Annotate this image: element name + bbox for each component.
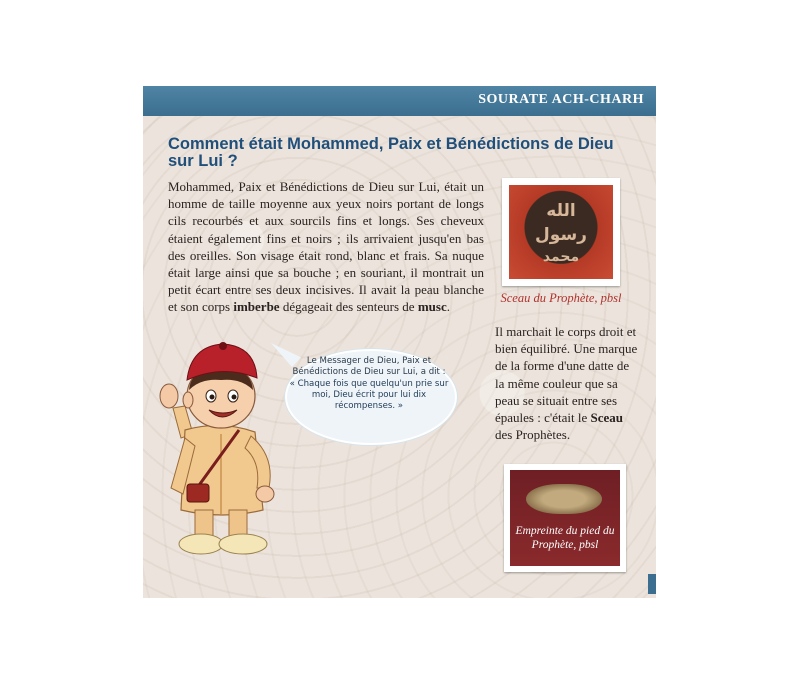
header-bar [143,86,656,116]
seal-photo [509,185,613,279]
footprint-photo [510,470,620,566]
chapter-title: SOURATE ACH-CHARH [478,92,644,107]
page-corner-tab [648,574,656,594]
footprint-photo-frame [504,464,626,572]
body-mid: dégageait des senteurs de [279,299,418,315]
seal-inscription-line: الله [546,201,576,221]
body-end: . [446,299,450,315]
body-bold-musc: musc [417,299,447,315]
side-text-part1: Il marchait le corps droit et bien équilibré. Une marque de la forme d'une datte de la même couleur que sa peau se situait entre ses épaules : c'était le [495,324,638,426]
seal-caption: Sceau du Prophète, pbsl [500,291,622,305]
body-intro: Mohammed, Paix et Bénédictions de Dieu sur Lui, était un homme de taille moyenne aux yeux noirs portant de longs cils recourbés et aux sourcils fins et longs. Ses cheveux étaient également fins et noirs ; ils arrivaient jusqu'en bas des oreilles. Son visage était rond, blanc et frais. Sa nuque était large ainsi que sa bouche ; en souriant, il montrait un petit écart entre ses deux incisives. Il avait la peau blanche et son corps [168,179,484,315]
page-heading: Comment était Mohammed, Paix et Bénédictions de Dieu sur Lui ? [168,135,614,170]
side-text-bold: Sceau [590,410,623,426]
body-bold-imberbe: imberbe [233,299,280,315]
speech-bubble-quote: « Chaque fois que quelqu'un prie sur moi, Dieu écrit pour lui dix récompenses. » [289,378,449,412]
seal-inscription-line: محمد [542,249,580,265]
cartoon-boy-illustration [151,338,291,568]
footprint-caption: Empreinte du pied du Prophète, pbsl [515,525,615,551]
speech-bubble-intro: Le Messager de Dieu, Paix et Bénédictions de Dieu sur Lui, a dit : [292,356,446,378]
body-paragraph [168,178,484,316]
book-page [143,86,656,598]
seal-inscription-line: رسول [535,225,587,245]
speech-bubble-text [289,356,449,412]
footprint-image [526,484,602,514]
seal-photo-frame [502,178,620,286]
side-text-part2: des Prophètes. [495,427,571,443]
side-paragraph [495,323,639,443]
